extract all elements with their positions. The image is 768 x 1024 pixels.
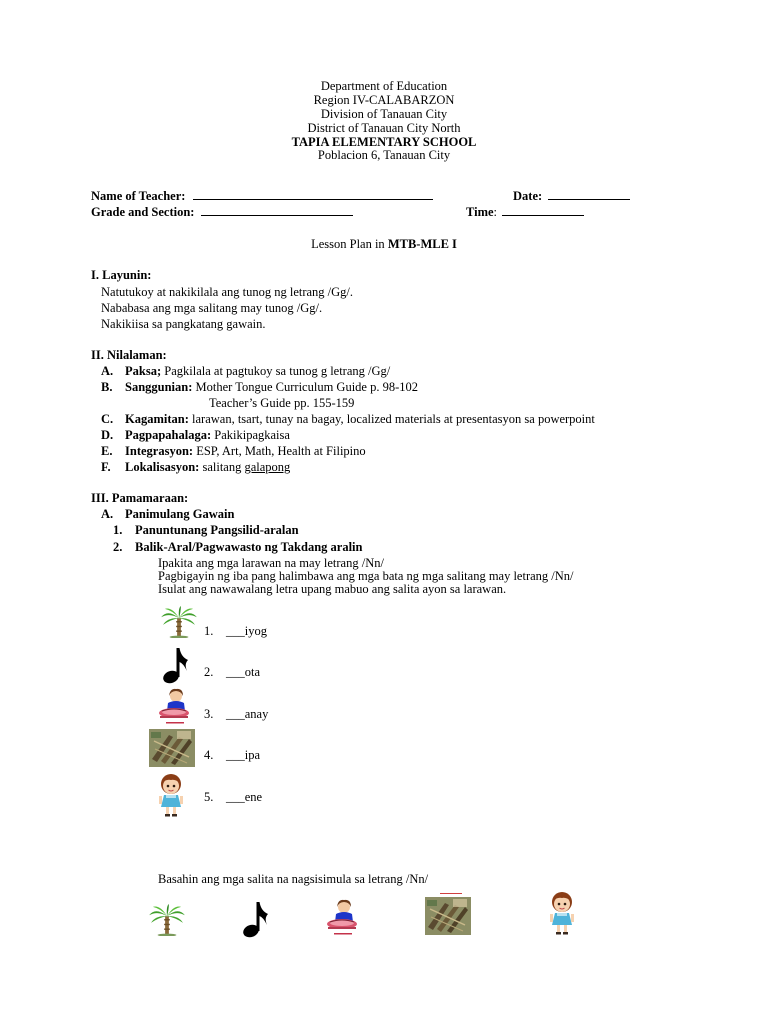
item-text: salitang <box>199 460 245 474</box>
exercise-word: anay <box>244 707 269 721</box>
sub-a-letter: A. <box>101 507 114 521</box>
palm-tree-icon <box>160 606 198 638</box>
division-line: Division of Tanauan City <box>320 107 448 121</box>
palm-tree-icon <box>148 904 186 936</box>
item-label: Integrasyon: <box>125 444 194 458</box>
instruction-line: Isulat ang nawawalang letra upang mabuo ang salita ayon sa larawan. <box>158 582 507 596</box>
exercise-item <box>204 790 262 805</box>
step-2-num: 2. <box>113 540 123 554</box>
rice-husk-icon <box>149 729 195 767</box>
step-1 <box>113 523 299 538</box>
region-line: Region IV-CALABARZON <box>313 93 455 107</box>
item-letter: C. <box>101 412 114 426</box>
girl-icon <box>153 771 189 819</box>
exercise-blank: ___ <box>226 748 245 762</box>
sub-a-label: Panimulang Gawain <box>125 507 235 521</box>
exercise-item <box>204 665 260 680</box>
layunin-item: Nababasa ang mga salitang may tunog /Gg/. <box>101 301 323 315</box>
nilalaman-item <box>101 428 290 443</box>
exercise-word: ota <box>244 665 261 679</box>
exercise-blank: ___ <box>226 707 245 721</box>
item-text: Pagkilala at pagtukoy sa tunog g letrang /Gg/ <box>161 364 391 378</box>
item-text: Teacher’s Guide pp. 155-159 <box>209 396 355 410</box>
item-letter: D. <box>101 428 114 442</box>
item-letter: E. <box>101 444 113 458</box>
grade-blank <box>201 205 353 216</box>
district-line: District of Tanauan City North <box>307 121 461 135</box>
layunin-item: Natutukoy at nakikilala ang tunog ng letrang /Gg/. <box>101 285 354 299</box>
item-text: Pakikipagkaisa <box>211 428 290 442</box>
nilalaman-item <box>101 412 595 427</box>
step-1-num: 1. <box>113 523 123 537</box>
teacher-blank <box>193 189 433 200</box>
item-label: Sanggunian: <box>125 380 193 394</box>
red-mark <box>440 893 462 894</box>
exercise-blank: ___ <box>226 624 245 638</box>
time-label: Time <box>466 205 494 219</box>
item-letter: A. <box>101 364 114 378</box>
date-field <box>513 189 630 204</box>
nilalaman-item <box>101 460 290 475</box>
lesson-title-prefix: Lesson Plan in <box>311 237 388 251</box>
grade-field <box>91 205 353 220</box>
step-2 <box>113 540 362 555</box>
nilalaman-item <box>209 396 354 411</box>
panimulang-gawain <box>101 507 234 522</box>
item-label: Pagpapahalaga: <box>125 428 212 442</box>
lesson-subject: MTB-MLE I <box>387 237 457 251</box>
item-letter: B. <box>101 380 113 394</box>
exercise-number: 4. <box>204 748 214 762</box>
step-2-label: Balik-Aral/Pagwawasto ng Takdang aralin <box>135 540 363 554</box>
nilalaman-item <box>101 364 390 379</box>
girl-cooking-icon <box>322 898 362 936</box>
step-1-label: Panuntunang Pangsilid-aralan <box>135 523 299 537</box>
dept-line: Department of Education <box>320 79 448 93</box>
exercise-blank: ___ <box>226 665 245 679</box>
layunin-heading: I. Layunin: <box>91 268 152 282</box>
teacher-field <box>91 189 433 204</box>
girl-icon <box>544 889 580 937</box>
exercise-item <box>204 707 268 722</box>
music-note-icon <box>241 899 271 939</box>
school-address: Poblacion 6, Tanauan City <box>317 148 451 162</box>
exercise-blank: ___ <box>226 790 245 804</box>
exercise-word: iyog <box>244 624 267 638</box>
time-colon: : <box>493 205 498 219</box>
reading-prompt: Basahin ang mga salita na nagsisimula sa letrang /Nn/ <box>158 872 429 886</box>
instruction-line: Pagbigayin ng iba pang halimbawa ang mga bata ng mga salitang may letrang /Nn/ <box>158 569 574 583</box>
item-text: Mother Tongue Curriculum Guide p. 98-102 <box>192 380 419 394</box>
school-name: TAPIA ELEMENTARY SCHOOL <box>291 135 477 149</box>
exercise-number: 1. <box>204 624 214 638</box>
time-field <box>466 205 584 220</box>
exercise-item <box>204 624 267 639</box>
exercise-number: 3. <box>204 707 214 721</box>
date-blank <box>548 189 630 200</box>
nilalaman-item <box>101 380 418 395</box>
girl-cooking-icon <box>154 687 194 725</box>
lesson-title <box>0 237 768 251</box>
nilalaman-heading: II. Nilalaman: <box>91 348 167 362</box>
exercise-number: 5. <box>204 790 214 804</box>
music-note-icon <box>161 645 191 685</box>
item-label: Paksa; <box>125 364 162 378</box>
localization-word: galapong <box>244 460 291 474</box>
rice-husk-icon <box>425 897 471 935</box>
time-blank <box>502 205 584 216</box>
pamamaraan-heading: III. Pamamaraan: <box>91 491 189 505</box>
item-label: Lokalisasyon: <box>125 460 200 474</box>
exercise-item <box>204 748 260 763</box>
grade-label: Grade and Section: <box>91 205 195 219</box>
instruction-line: Ipakita ang mga larawan na may letrang /Nn/ <box>158 556 384 570</box>
exercise-number: 2. <box>204 665 214 679</box>
item-letter: F. <box>101 460 111 474</box>
exercise-word: ene <box>244 790 263 804</box>
teacher-label: Name of Teacher: <box>91 189 186 203</box>
item-text: larawan, tsart, tunay na bagay, localized materials at presentasyon sa powerpoint <box>188 412 595 426</box>
item-label: Kagamitan: <box>125 412 189 426</box>
nilalaman-item <box>101 444 366 459</box>
layunin-item: Nakikiisa sa pangkatang gawain. <box>101 317 266 331</box>
exercise-word: ipa <box>244 748 261 762</box>
date-label: Date: <box>513 189 543 203</box>
item-text: ESP, Art, Math, Health at Filipino <box>193 444 366 458</box>
